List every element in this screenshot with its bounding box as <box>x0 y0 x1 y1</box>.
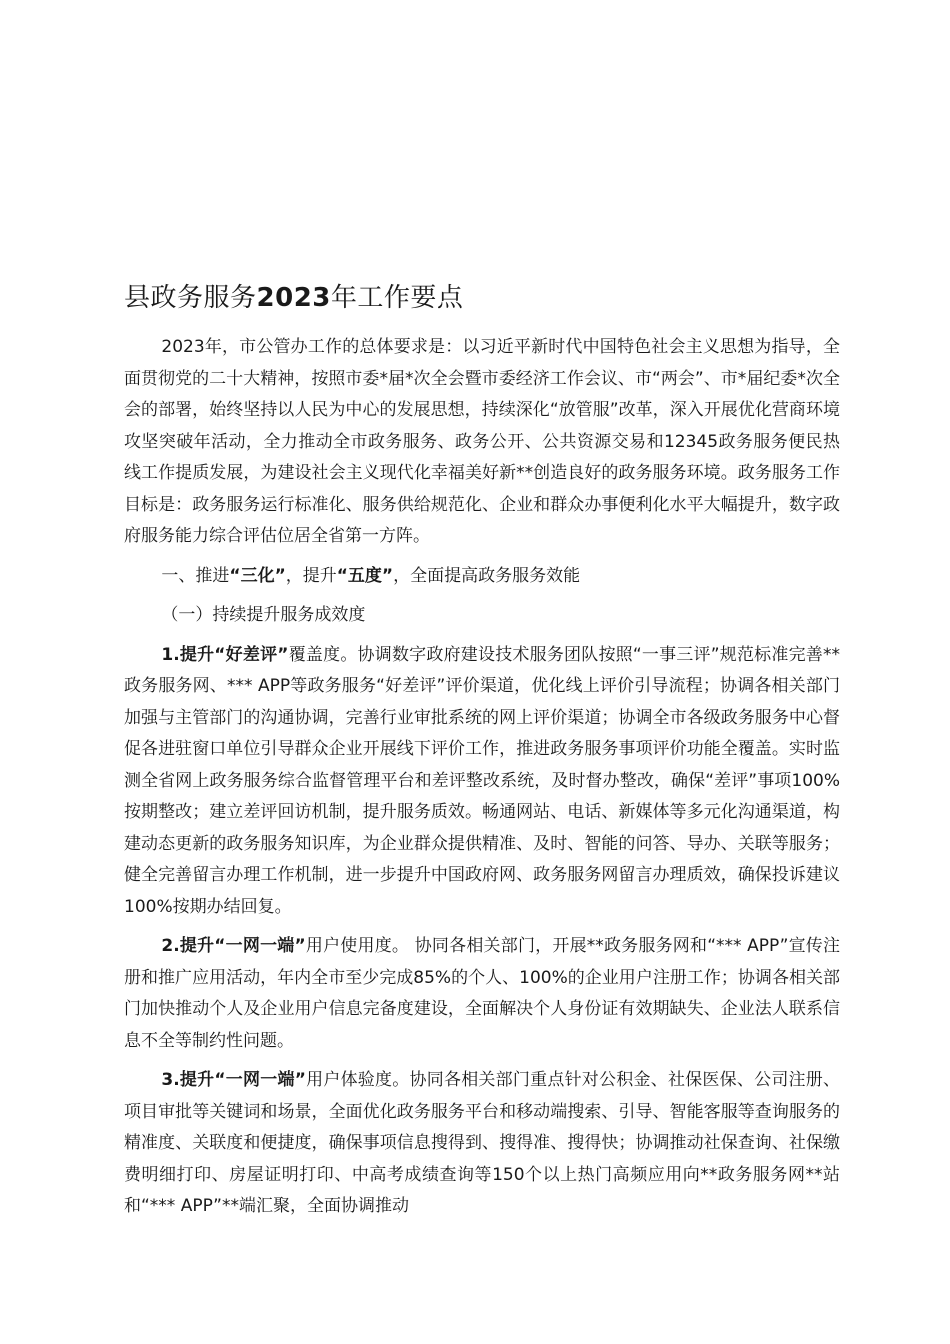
item-3-title-rest: 用户体验度。 <box>305 1070 410 1090</box>
document-body <box>124 332 840 1223</box>
title-year: 2023 <box>256 283 331 313</box>
title-suffix: 年工作要点 <box>330 283 464 313</box>
item-3-lead: 3.提升“一网一端” <box>161 1070 306 1090</box>
section-1-heading-part1: 一、推进 <box>161 565 230 586</box>
item-2-text: 协同各相关部门，开展**政务服务网和“*** APP”宣传注册和推广应用活动，年内全市至少完成85%的个人、100%的企业用户注册工作；协调各相关部门加快推动个人及企业用户信息完备度建设，全面解决个人身份证有效期缺失、企业法人联系信息不全等制约性问题。 <box>124 936 840 1051</box>
section-1-heading-part3: ，全面提高政务服务效能 <box>393 565 581 586</box>
section-1-heading <box>124 561 840 593</box>
title-prefix: 县政务服务 <box>124 283 257 313</box>
item-1-lead: 1.提升“好差评” <box>161 644 289 665</box>
item-2-paragraph <box>124 931 840 1057</box>
document-title <box>124 278 844 318</box>
intro-paragraph: 2023年，市公管办工作的总体要求是：以习近平新时代中国特色社会主义思想为指导，全面贯彻党的二十大精神，按照市委*届*次全会暨市委经济工作会议、市“两会”、市*届纪委*次全会的部署，始终坚持以人民为中心的发展思想，持续深化“放管服”改革，深入开展优化营商环境攻坚突破年活动，全力推动全市政务服务、政务公开、公共资源交易和12345政务服务便民热线工作提质发展，为建设社会主义现代化幸福美好新**创造良好的政务服务环境。政务服务工作目标是：政务服务运行标准化、服务供给规范化、企业和群众办事便利化水平大幅提升，数字政府服务能力综合评估位居全省第一方阵。 <box>124 337 840 546</box>
item-1-text: 协调数字政府建设技术服务团队按照“一事三评”规范标准完善**政务服务网、*** APP等政务服务“好差评”评价渠道，优化线上评价引导流程；协调各相关部门加强与主管部门的沟通协调，完善行业审批系统的网上评价渠道；协调全市各级政务服务中心督促各进驻窗口单位引导群众企业开展线下评价工作，推进政务服务事项评价功能全覆盖。实时监测全省网上政务服务综合监督管理平台和差评整改系统，及时督办整改，确保“差评”事项100%按期整改；建立差评回访机制，提升服务质效。畅通网站、电话、新媒体等多元化沟通渠道，构建动态更新的政务服务知识库，为企业群众提供精准、及时、智能的问答、导办、关联等服务；健全完善留言办理工作机制，进一步提升中国政府网、政务服务网留言办理质效，确保投诉建议100%按期办结回复。 <box>124 644 840 917</box>
section-1-heading-bold1: “三化” <box>229 565 286 586</box>
section-1-heading-part2: ，提升 <box>285 565 337 586</box>
item-3-text: 协同各相关部门重点针对公积金、社保医保、公司注册、项目审批等关键词和场景，全面优化政务服务平台和移动端搜索、引导、智能客服等查询服务的精准度、关联度和便捷度，确保事项信息搜得到、搜得准、搜得快；协调推动社保查询、社保缴费明细打印、房屋证明打印、中高考成绩查询等150个以上热门高频应用向**政务服务网**站和“*** APP”**端汇聚，全面协调推动 <box>124 1070 841 1216</box>
item-1-paragraph <box>124 640 840 924</box>
section-1-heading-bold2: “五度” <box>336 565 394 586</box>
item-3-paragraph <box>124 1065 840 1223</box>
item-2-title-rest: 用户使用度。 <box>305 936 410 956</box>
section-1-subheading: （一）持续提升服务成效度 <box>161 605 366 625</box>
item-1-title-rest: 覆盖度。 <box>288 644 358 665</box>
item-2-lead: 2.提升“一网一端” <box>161 936 306 956</box>
